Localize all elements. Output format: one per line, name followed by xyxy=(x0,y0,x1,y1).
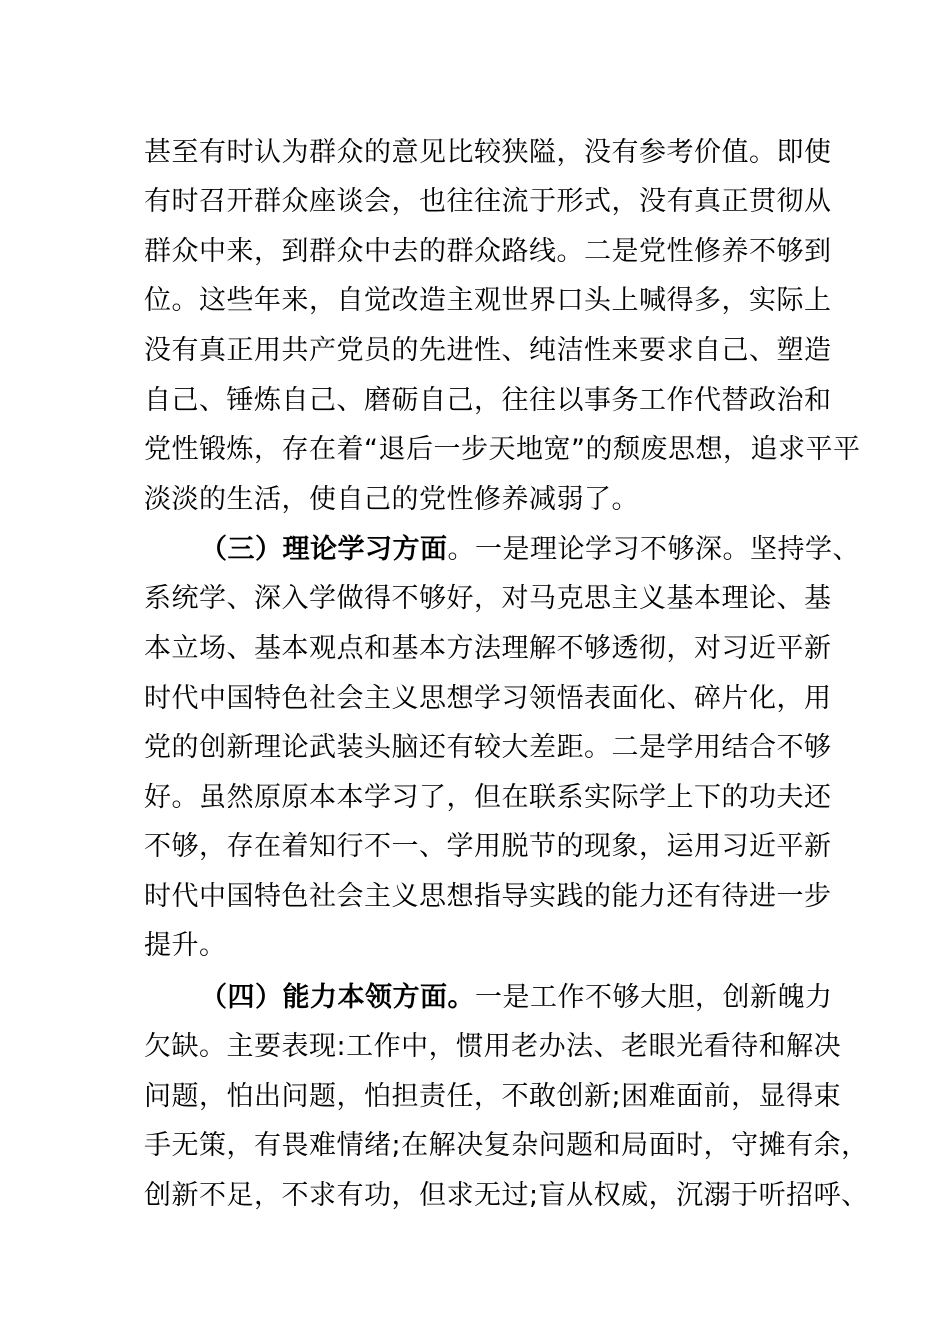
paragraph-line: 本立场、基本观点和基本方法理解不够透彻，对习近平新 xyxy=(144,633,832,664)
paragraph-line: 位。这些年来，自觉改造主观世界口头上喊得多，实际上 xyxy=(144,285,832,316)
paragraph-line: 有时召开群众座谈会，也往往流于形式，没有真正贯彻从 xyxy=(144,186,832,217)
paragraph-line: 系统学、深入学做得不够好，对马克思主义基本理论、基 xyxy=(144,583,832,614)
paragraph-line: 手无策，有畏难情绪;在解决复杂问题和局面时，守摊有余， xyxy=(144,1130,869,1161)
section-3-heading: （三）理论学习方面 xyxy=(200,534,448,565)
paragraph-line: 不够，存在着知行不一、学用脱节的现象，运用习近平新 xyxy=(144,831,832,862)
paragraph-line: 时代中国特色社会主义思想指导实践的能力还有待进一步 xyxy=(144,881,832,912)
section-4-heading: （四）能力本领方面。 xyxy=(200,982,475,1013)
section-3-first-line-text: 。一是理论学习不够深。坚持学、 xyxy=(447,534,860,565)
paragraph-line: 党性锻炼，存在着“退后一步天地宽”的颓废思想，追求平平 xyxy=(144,434,861,465)
section-4-first-line-text: 一是工作不够大胆，创新魄力 xyxy=(475,982,833,1013)
paragraph-line: 群众中来，到群众中去的群众路线。二是党性修养不够到 xyxy=(144,236,832,267)
paragraph-line: 欠缺。主要表现:工作中，惯用老办法、老眼光看待和解决 xyxy=(144,1031,842,1062)
paragraph-line: 没有真正用共产党员的先进性、纯洁性来要求自己、塑造 xyxy=(144,335,832,366)
section-3-first-line xyxy=(200,533,860,567)
section-4-first-line xyxy=(200,981,833,1015)
paragraph-line: 自己、锤炼自己、磨砺自己，往往以事务工作代替政治和 xyxy=(144,385,832,416)
paragraph-line: 党的创新理论武装头脑还有较大差距。二是学用结合不够 xyxy=(144,732,832,763)
paragraph-line: 创新不足，不求有功，但求无过;盲从权威，沉溺于听招呼、 xyxy=(144,1180,869,1211)
paragraph-line: 问题，怕出问题，怕担责任，不敢创新;困难面前，显得束 xyxy=(144,1081,842,1112)
paragraph-line: 淡淡的生活，使自己的党性修养减弱了。 xyxy=(144,484,639,515)
paragraph-line: 时代中国特色社会主义思想学习领悟表面化、碎片化，用 xyxy=(144,683,832,714)
paragraph-line: 提升。 xyxy=(144,930,227,961)
paragraph-line: 好。虽然原原本本学习了，但在联系实际学上下的功夫还 xyxy=(144,782,832,813)
paragraph-line: 甚至有时认为群众的意见比较狭隘，没有参考价值。即使 xyxy=(144,137,832,168)
